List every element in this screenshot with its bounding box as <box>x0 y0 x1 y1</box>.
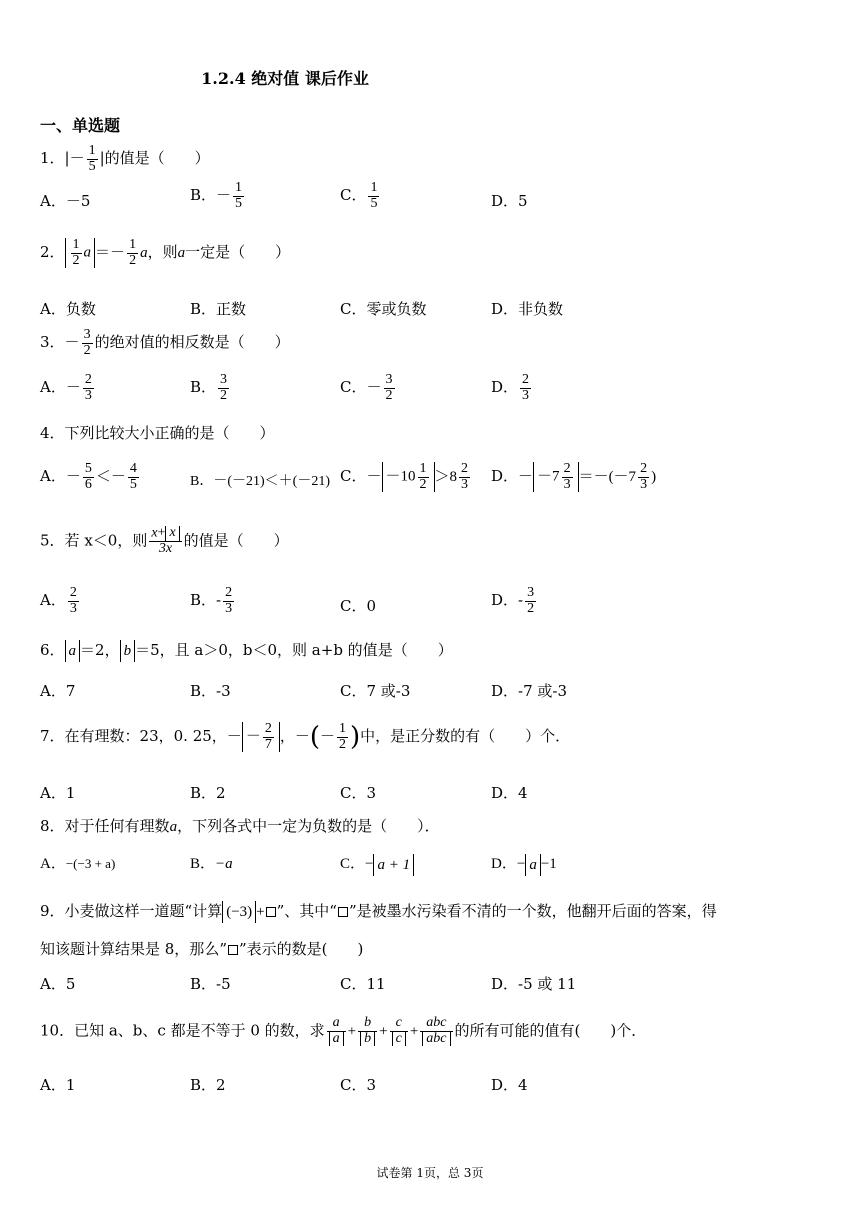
option-5d: D．- $\frac{3}{2}$ <box>491 585 535 616</box>
question-4: 4．下列比较大小正确的是（ ） <box>40 424 275 442</box>
option-3c: C．－ $\frac{3}{2}$ <box>340 372 393 403</box>
document-title: 1.2.4 绝对值 课后作业 <box>201 69 369 88</box>
option-9a: A．5 <box>40 975 76 993</box>
option-2a: A．负数 <box>40 300 96 318</box>
option-8c: C．− a + 1 <box>340 853 414 876</box>
option-9b: B．-5 <box>190 975 231 993</box>
option-5a: A． $\frac{2}{3}$ <box>40 585 77 616</box>
ink-blot-box-icon <box>228 945 238 955</box>
option-6a: A．7 <box>40 682 76 700</box>
option-5b: B．- $\frac{2}{3}$ <box>190 585 233 616</box>
option-3a: A．－ $\frac{2}{3}$ <box>40 372 92 403</box>
question-1: 1．|－ $\frac{1}{5}$ |的值是（ ） <box>40 143 210 174</box>
option-7d: D．4 <box>491 784 528 802</box>
option-2d: D．非负数 <box>491 300 564 318</box>
option-1c: C． $\frac{1}{5}$ <box>340 180 378 211</box>
question-8: 8．对于任何有理数a，下列各式中一定为负数的是（ ）． <box>40 817 440 835</box>
question-3: 3．－ $\frac{3}{2}$ 的绝对值的相反数是（ ） <box>40 327 290 358</box>
option-4a: A．－ $\frac{5}{6}$ ＜－ $\frac{4}{5}$ <box>40 461 137 492</box>
ink-blot-box-icon <box>266 907 276 917</box>
option-8a: A．−(−3 + a) <box>40 856 116 872</box>
option-10d: D．4 <box>491 1076 528 1094</box>
page-footer: 试卷第 1页，总 3页 <box>376 1166 484 1180</box>
question-10: 10．已知 a、b、c 都是不等于 0 的数，求 $\frac{a}{a}$ + $\frac{b}{b}$ + $\frac{c}{c}$ + $\frac{\text{abc}}{\text{abc}}$ 的所有可能的值有( )个． <box>40 1015 647 1046</box>
option-8d: D．− a −1 <box>491 853 557 876</box>
question-2: 2． $\frac{1}{2}$ a ＝－ $\frac{1}{2}$ a，则a一定是（ ） <box>40 237 291 268</box>
option-8b: B．−a <box>190 856 233 872</box>
option-7a: A．1 <box>40 784 76 802</box>
option-3b: B． $\frac{3}{2}$ <box>190 372 228 403</box>
option-3d: D． $\frac{2}{3}$ <box>491 372 530 403</box>
option-6b: B．-3 <box>190 682 231 700</box>
option-6c: C．7 或-3 <box>340 682 411 700</box>
question-6: 6． a ＝2， b ＝5，且 a＞0，b＜0，则 a+b 的值是（ ） <box>40 639 453 662</box>
question-7: 7．在有理数：23，0. 25，－ － $\frac{2}{7}$ ，－(－ $\frac{1}{2}$ )中，是正分数的有（ ）个． <box>40 721 571 753</box>
option-1d: D．5 <box>491 192 528 210</box>
option-2b: B．正数 <box>190 300 247 318</box>
option-7c: C．3 <box>340 784 377 802</box>
question-5: 5．若 x＜0，则 $\frac{x+ x}{3x}$ 的值是（ ） <box>40 525 289 557</box>
option-1b: B．－ $\frac{1}{5}$ <box>190 180 243 211</box>
ink-blot-box-icon <box>338 907 348 917</box>
option-10c: C．3 <box>340 1076 377 1094</box>
question-9-line-1: 9．小麦做这样一道题“计算 (−3) + ”、其中“ ”是被墨水污染看不清的一个数，他翻开后面的答案，得 <box>40 900 717 923</box>
section-heading: 一、单选题 <box>40 116 121 135</box>
option-1a: A．－5 <box>40 192 91 210</box>
option-2c: C．零或负数 <box>340 300 427 318</box>
option-10a: A．1 <box>40 1076 76 1094</box>
option-10b: B．2 <box>190 1076 226 1094</box>
option-4d: D．－ －7 $\frac{2}{3}$ ＝－(－7 $\frac{2}{3}$ ) <box>491 461 657 492</box>
question-9-line-2: 知该题计算结果是 8，那么” ”表示的数是( ) <box>40 940 364 958</box>
option-7b: B．2 <box>190 784 226 802</box>
option-4b: B．－(－21)＜＋(－21) <box>190 474 330 489</box>
option-9c: C．11 <box>340 975 386 993</box>
option-4c: C．－ －10 $\frac{1}{2}$ ＞8 $\frac{2}{3}$ <box>340 461 469 492</box>
option-6d: D．-7 或-3 <box>491 682 568 700</box>
option-5c: C．0 <box>340 597 377 615</box>
option-9d: D．-5 或 11 <box>491 975 577 993</box>
